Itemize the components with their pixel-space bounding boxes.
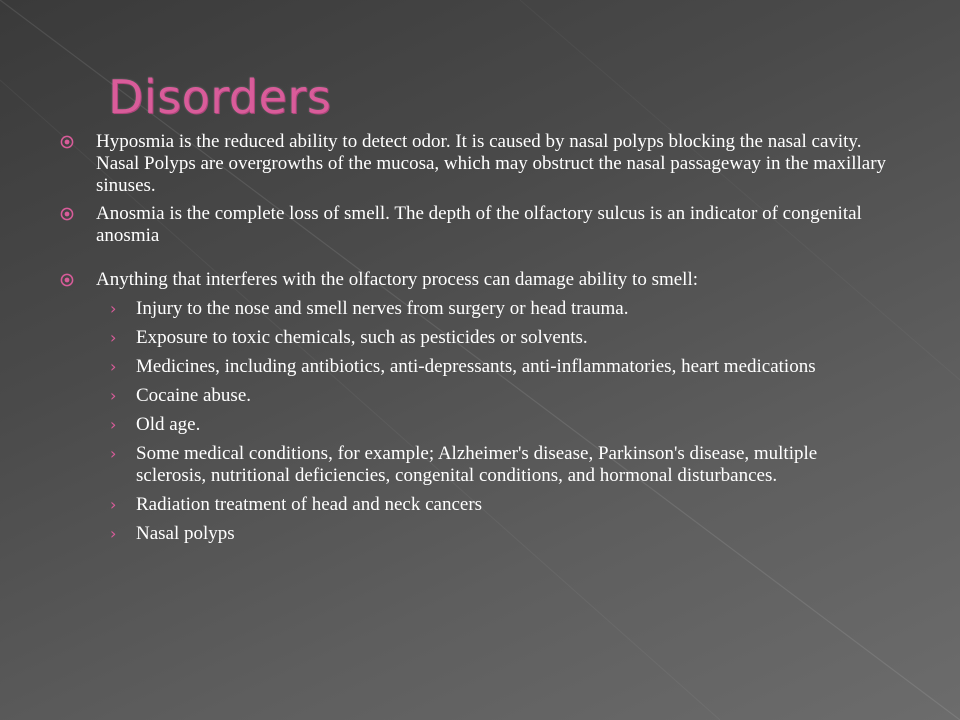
sub-bullet-text: Injury to the nose and smell nerves from surgery or head trauma. [136,298,629,319]
slide-title: Disorders [108,70,332,124]
sub-bullet-item [60,523,890,545]
sub-bullet-item [60,356,890,378]
sub-bullet-text: Radiation treatment of head and neck cancers [136,494,483,515]
bullet-text: Hyposmia is the reduced ability to detect odor. It is caused by nasal polyps blocking the nasal cavity. Nasal Polyps are overgrowths of the mucosa, which may obstruct the nasal passageway in the maxillary sinuses. [96,131,887,196]
bullet-item [60,131,890,197]
sub-bullet-item [60,385,890,407]
circle-dot-icon [60,207,74,221]
chevron-right-icon: › [110,328,117,347]
sub-bullet-item [60,414,890,436]
sub-bullet-text: Old age. [136,414,201,435]
sub-bullet-text: Some medical conditions, for example; Alzheimer's disease, Parkinson's disease, multiple sclerosis, nutritional deficiencies, congenital conditions, and hormonal disturbances. [136,443,818,486]
chevron-right-icon: › [110,386,117,405]
chevron-right-icon: › [110,524,117,543]
chevron-right-icon: › [110,299,117,318]
bullet-text: Anything that interferes with the olfactory process can damage ability to smell: [96,269,699,290]
circle-dot-icon [60,273,74,287]
sub-bullet-item [60,327,890,349]
chevron-right-icon: › [110,415,117,434]
bullet-text: Anosmia is the complete loss of smell. The depth of the olfactory sulcus is an indicator of congenital anosmia [96,203,862,246]
chevron-right-icon: › [110,444,117,463]
circle-dot-icon [60,135,74,149]
sub-bullet-item [60,494,890,516]
bullet-item [60,203,890,247]
slide-content [60,131,890,545]
sub-bullet-item [60,298,890,320]
sub-bullet-text: Medicines, including antibiotics, anti-depressants, anti-inflammatories, heart medications [136,356,816,377]
sub-bullet-text: Nasal polyps [136,523,235,544]
sub-bullet-item [60,443,890,487]
sub-bullet-text: Cocaine abuse. [136,385,252,406]
sub-bullet-text: Exposure to toxic chemicals, such as pesticides or solvents. [136,327,588,348]
chevron-right-icon: › [110,495,117,514]
chevron-right-icon: › [110,357,117,376]
bullet-item [60,269,890,291]
